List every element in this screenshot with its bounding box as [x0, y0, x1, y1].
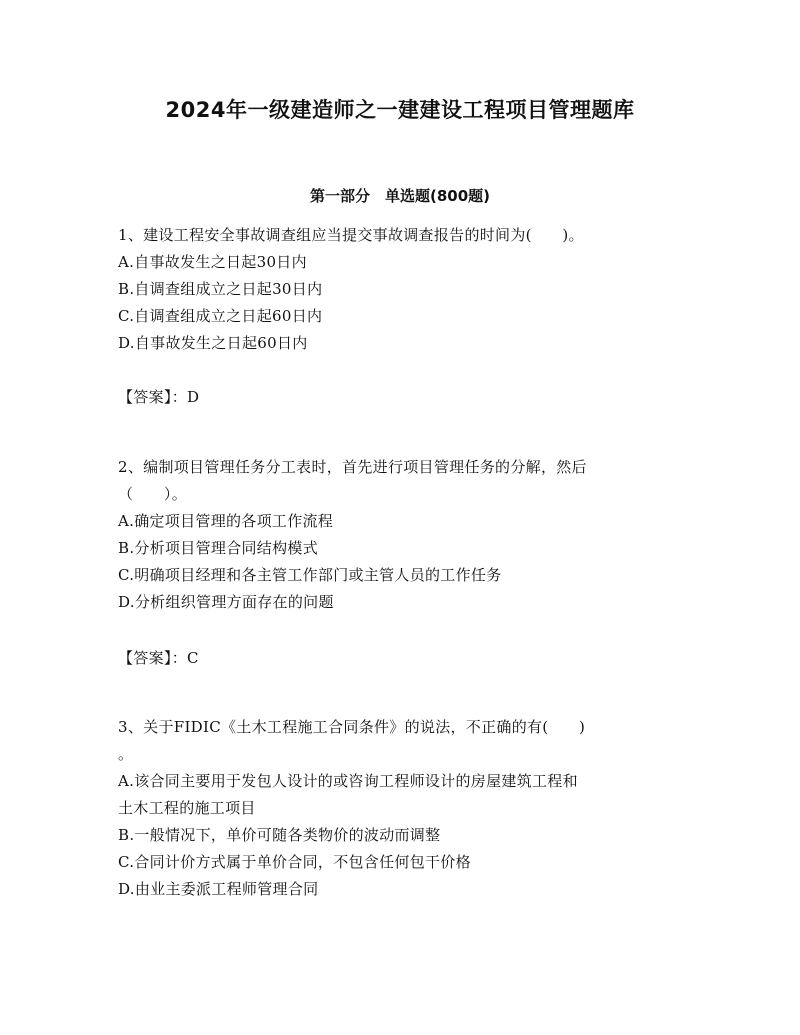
option-a: A.该合同主要用于发包人设计的或咨询工程师设计的房屋建筑工程和: [118, 772, 578, 790]
question-stem: 1、建设工程安全事故调查组应当提交事故调查报告的时间为( )。: [118, 226, 584, 244]
option-c: C.自调查组成立之日起60日内: [118, 307, 323, 325]
question-2: [118, 454, 690, 616]
question-stem: 2、编制项目管理任务分工表时，首先进行项目管理任务的分解，然后: [118, 458, 587, 476]
page-title: 2024年一级建造师之一建建设工程项目管理题库: [165, 98, 635, 122]
question-stem: 3、关于FIDIC《土木工程施工合同条件》的说法，不正确的有( ): [118, 718, 586, 736]
question-stem-continued: 。: [118, 745, 134, 763]
answer-2: [118, 645, 690, 672]
question-stem-continued: （ ）。: [118, 485, 188, 503]
section-title: 第一部分 单选题(800题): [309, 187, 491, 205]
option-d: D.自事故发生之日起60日内: [118, 334, 308, 352]
option-c: C.合同计价方式属于单价合同，不包含任何包干价格: [118, 853, 471, 871]
question-1: [118, 222, 690, 357]
question-3: [118, 714, 690, 903]
answer-text: 【答案】：C: [118, 649, 199, 667]
option-c: C.明确项目经理和各主管工作部门或主管人员的工作任务: [118, 566, 502, 584]
answer-1: [118, 384, 690, 411]
option-b: B.自调查组成立之日起30日内: [118, 280, 323, 298]
option-a-continued: 土木工程的施工项目: [118, 799, 256, 817]
option-d: D.分析组织管理方面存在的问题: [118, 593, 334, 611]
option-b: B.分析项目管理合同结构模式: [118, 539, 318, 557]
option-b: B.一般情况下，单价可随各类物价的波动而调整: [118, 826, 441, 844]
option-d: D.由业主委派工程师管理合同: [118, 880, 319, 898]
option-a: A.自事故发生之日起30日内: [118, 253, 307, 271]
option-a: A.确定项目管理的各项工作流程: [118, 512, 334, 530]
answer-text: 【答案】：D: [118, 388, 200, 406]
